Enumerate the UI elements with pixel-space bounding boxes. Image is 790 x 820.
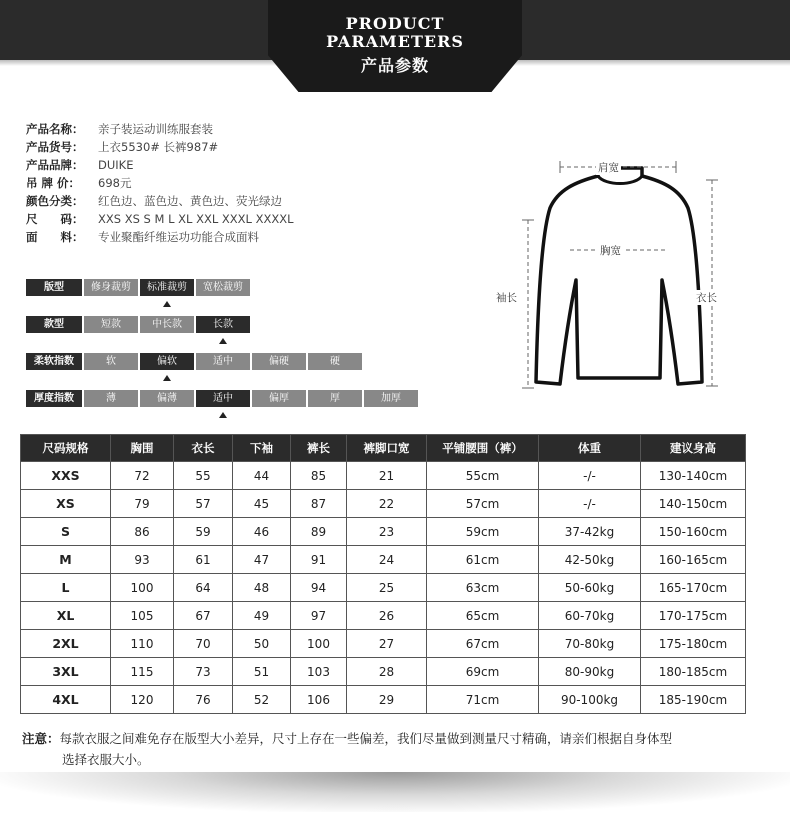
table-cell: 165-170cm	[641, 574, 746, 602]
info-label: 产品品牌：	[26, 158, 84, 172]
table-header-cell: 裤长	[291, 435, 347, 462]
note-line2: 选择衣服大小。	[62, 752, 150, 767]
table-cell: 73	[174, 658, 233, 686]
table-cell: 80-90kg	[539, 658, 641, 686]
diagram-label-sleeve: 袖长	[496, 292, 517, 304]
table-cell: 86	[111, 518, 174, 546]
diagram-label-length: 衣长	[696, 292, 717, 304]
table-cell: 103	[291, 658, 347, 686]
table-cell: 49	[233, 602, 291, 630]
info-value: 上衣5530# 长裤987#	[98, 140, 219, 154]
size-cell: L	[21, 574, 111, 602]
table-cell: 42-50kg	[539, 546, 641, 574]
table-header-cell: 平铺腰围（裤）	[427, 435, 539, 462]
header-title-cn: 产品参数	[360, 56, 429, 75]
table-header-cell: 体重	[539, 435, 641, 462]
info-label: 尺 码：	[26, 212, 84, 226]
size-cell: M	[21, 546, 111, 574]
table-cell: 180-185cm	[641, 658, 746, 686]
table-cell: 97	[291, 602, 347, 630]
table-cell: 55cm	[427, 462, 539, 490]
table-cell: 60-70kg	[539, 602, 641, 630]
table-cell: -/-	[539, 462, 641, 490]
info-row	[26, 228, 294, 246]
info-value: 698元	[98, 176, 132, 190]
table-cell: 150-160cm	[641, 518, 746, 546]
table-cell: 26	[347, 602, 427, 630]
table-cell: 48	[233, 574, 291, 602]
header-title-line2: PARAMETERS	[326, 32, 464, 51]
indicator-option: 适中	[196, 353, 250, 370]
table-cell: 69cm	[427, 658, 539, 686]
table-row	[21, 490, 746, 518]
table-cell: 52	[233, 686, 291, 714]
indicator-option: 厚	[308, 390, 362, 407]
table-cell: -/-	[539, 490, 641, 518]
indicator-option: 软	[84, 353, 138, 370]
table-cell: 50-60kg	[539, 574, 641, 602]
diagram-label-chest: 胸宽	[600, 245, 621, 257]
diagram-label-shoulder: 肩宽	[598, 162, 619, 174]
table-cell: 67	[174, 602, 233, 630]
info-row	[26, 210, 294, 228]
jacket-outline-icon	[490, 150, 750, 400]
table-cell: 46	[233, 518, 291, 546]
table-cell: 105	[111, 602, 174, 630]
indicator-label: 厚度指数	[26, 390, 82, 407]
table-cell: 67cm	[427, 630, 539, 658]
info-row	[26, 156, 294, 174]
table-cell: 185-190cm	[641, 686, 746, 714]
info-label: 产品货号：	[26, 140, 84, 154]
table-cell: 70-80kg	[539, 630, 641, 658]
table-cell: 57	[174, 490, 233, 518]
table-cell: 24	[347, 546, 427, 574]
indicator-option: 薄	[84, 390, 138, 407]
indicator-option-selected: 偏软	[140, 353, 194, 370]
table-header-cell: 裤脚口宽	[347, 435, 427, 462]
table-cell: 93	[111, 546, 174, 574]
table-cell: 115	[111, 658, 174, 686]
info-value: 专业聚酯纤维运功功能合成面料	[98, 230, 259, 244]
table-cell: 91	[291, 546, 347, 574]
table-cell: 85	[291, 462, 347, 490]
size-cell: XL	[21, 602, 111, 630]
bottom-shadow	[0, 772, 790, 812]
indicator-row	[26, 353, 364, 370]
table-cell: 29	[347, 686, 427, 714]
info-row	[26, 192, 294, 210]
table-cell: 47	[233, 546, 291, 574]
indicator-option: 短款	[84, 316, 138, 333]
table-cell: 59cm	[427, 518, 539, 546]
size-cell: 2XL	[21, 630, 111, 658]
table-cell: 22	[347, 490, 427, 518]
table-cell: 21	[347, 462, 427, 490]
table-cell: 51	[233, 658, 291, 686]
indicator-label: 款型	[26, 316, 82, 333]
info-row	[26, 138, 294, 156]
info-label: 产品名称：	[26, 122, 84, 136]
indicator-option: 偏厚	[252, 390, 306, 407]
table-cell: 110	[111, 630, 174, 658]
size-cell: 4XL	[21, 686, 111, 714]
product-info	[26, 120, 294, 246]
indicator-option: 中长款	[140, 316, 194, 333]
indicator-row	[26, 316, 252, 333]
note-line1: 每款衣服之间难免存在版型大小差异，尺寸上存在一些偏差，我们尽量做到测量尺寸精确，请亲们根据自身体型	[59, 731, 673, 746]
table-cell: 100	[111, 574, 174, 602]
table-header-row	[21, 435, 746, 462]
indicator-option: 偏薄	[140, 390, 194, 407]
size-cell: 3XL	[21, 658, 111, 686]
table-cell: 94	[291, 574, 347, 602]
indicator-option: 修身裁剪	[84, 279, 138, 296]
table-row	[21, 462, 746, 490]
table-cell: 55	[174, 462, 233, 490]
size-cell: XXS	[21, 462, 111, 490]
size-cell: XS	[21, 490, 111, 518]
table-row	[21, 546, 746, 574]
table-row	[21, 518, 746, 546]
table-cell: 100	[291, 630, 347, 658]
table-cell: 50	[233, 630, 291, 658]
info-label: 颜色分类：	[26, 194, 84, 208]
info-row	[26, 174, 294, 192]
table-cell: 76	[174, 686, 233, 714]
header-title-line1: PRODUCT	[345, 14, 445, 33]
table-header-cell: 胸围	[111, 435, 174, 462]
table-row	[21, 574, 746, 602]
table-row	[21, 658, 746, 686]
table-cell: 61	[174, 546, 233, 574]
table-cell: 27	[347, 630, 427, 658]
jacket-diagram	[490, 150, 750, 400]
table-cell: 72	[111, 462, 174, 490]
table-cell: 71cm	[427, 686, 539, 714]
table-cell: 28	[347, 658, 427, 686]
info-label: 吊 牌 价：	[26, 176, 81, 190]
table-header-cell: 下袖	[233, 435, 291, 462]
indicator-label: 柔软指数	[26, 353, 82, 370]
indicator-row	[26, 390, 420, 407]
indicator-row	[26, 279, 252, 296]
table-cell: 87	[291, 490, 347, 518]
info-value: XXS XS S M L XL XXL XXXL XXXXL	[98, 212, 294, 226]
table-cell: 120	[111, 686, 174, 714]
indicator-option: 硬	[308, 353, 362, 370]
size-table	[20, 434, 746, 714]
indicator-option-selected: 标准裁剪	[140, 279, 194, 296]
table-cell: 37-42kg	[539, 518, 641, 546]
info-label: 面 料：	[26, 230, 84, 244]
info-value: 亲子装运动训练服套装	[98, 122, 213, 136]
table-cell: 59	[174, 518, 233, 546]
table-header-cell: 尺码规格	[21, 435, 111, 462]
table-cell: 140-150cm	[641, 490, 746, 518]
table-cell: 90-100kg	[539, 686, 641, 714]
table-cell: 79	[111, 490, 174, 518]
table-cell: 45	[233, 490, 291, 518]
indicator-option: 宽松裁剪	[196, 279, 250, 296]
table-cell: 160-165cm	[641, 546, 746, 574]
indicator-option-selected: 适中	[196, 390, 250, 407]
size-cell: S	[21, 518, 111, 546]
info-value: 红色边、蓝色边、黄色边、荧光绿边	[98, 194, 282, 208]
note-label: 注意：	[22, 731, 60, 746]
table-header-cell: 衣长	[174, 435, 233, 462]
info-value: DUIKE	[98, 158, 134, 172]
table-header-cell: 建议身高	[641, 435, 746, 462]
indicator-label: 版型	[26, 279, 82, 296]
table-cell: 64	[174, 574, 233, 602]
info-row	[26, 120, 294, 138]
note	[22, 728, 752, 770]
table-cell: 57cm	[427, 490, 539, 518]
table-cell: 44	[233, 462, 291, 490]
table-row	[21, 686, 746, 714]
table-row	[21, 630, 746, 658]
indicator-option: 偏硬	[252, 353, 306, 370]
table-cell: 63cm	[427, 574, 539, 602]
table-cell: 23	[347, 518, 427, 546]
indicator-option: 加厚	[364, 390, 418, 407]
table-cell: 89	[291, 518, 347, 546]
table-cell: 61cm	[427, 546, 539, 574]
indicator-option-selected: 长款	[196, 316, 250, 333]
table-cell: 175-180cm	[641, 630, 746, 658]
table-cell: 65cm	[427, 602, 539, 630]
table-cell: 106	[291, 686, 347, 714]
table-cell: 130-140cm	[641, 462, 746, 490]
table-cell: 170-175cm	[641, 602, 746, 630]
table-cell: 70	[174, 630, 233, 658]
table-cell: 25	[347, 574, 427, 602]
table-row	[21, 602, 746, 630]
